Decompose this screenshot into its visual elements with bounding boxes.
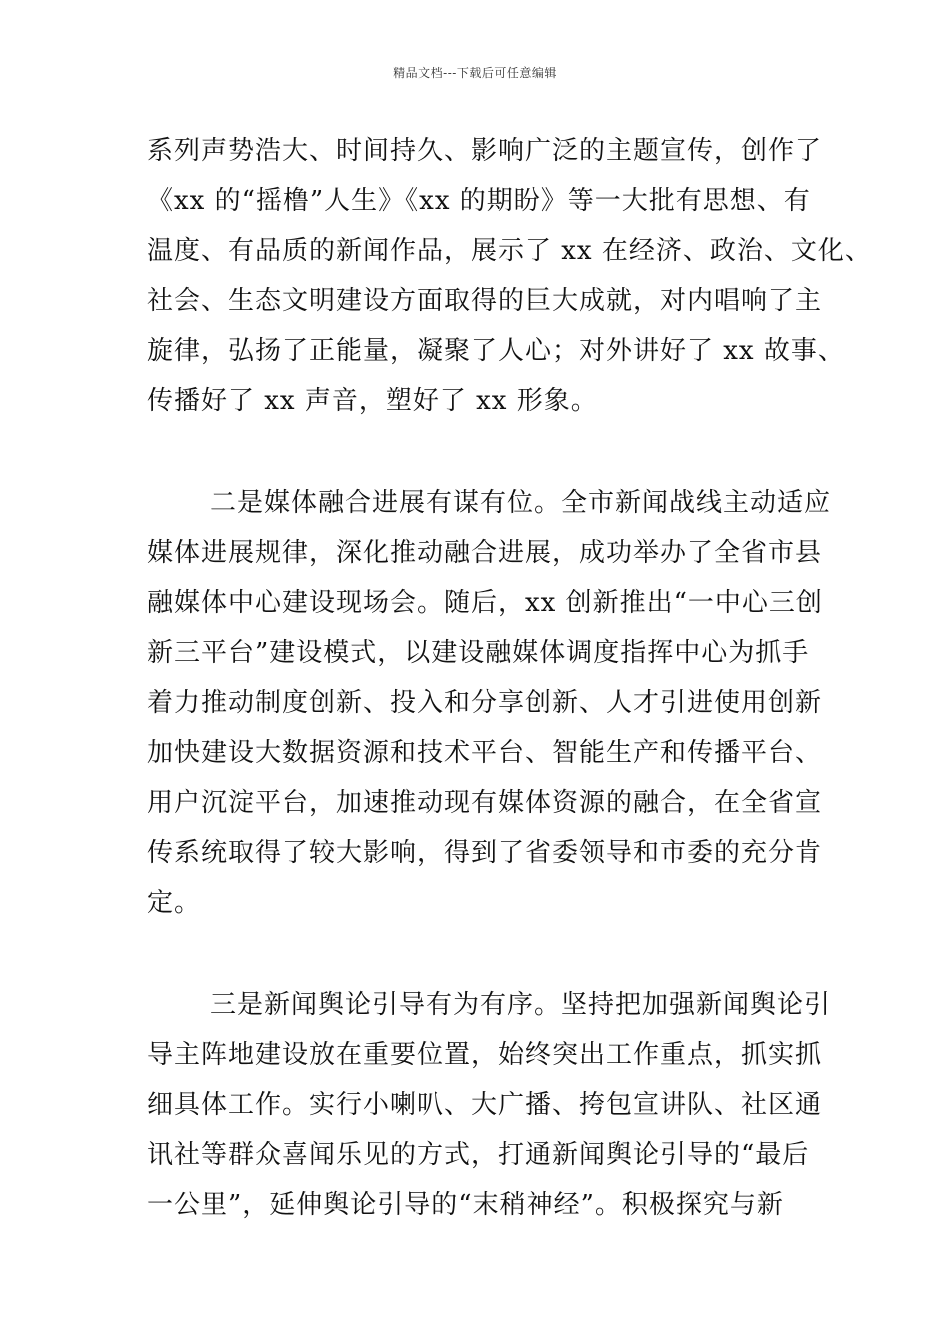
paragraph-2 — [147, 478, 832, 928]
text-line: 一公里”，延伸舆论引导的“末稍神经”。积极探究与新 — [147, 1190, 784, 1220]
text-line: 《xx 的“摇橹”人生》《xx 的期盼》等一大批有思想、有 — [147, 186, 811, 216]
text-line: 融媒体中心建设现场会。随后，xx 创新推出“一中心三创 — [147, 588, 823, 618]
document-body — [147, 126, 872, 1230]
text-line: 细具体工作。实行小喇叭、大广播、挎包宣讲队、社区通 — [147, 1090, 823, 1120]
text-line: 温度、有品质的新闻作品，展示了 xx 在经济、政治、文化、 — [147, 236, 872, 266]
text-line: 媒体进展规律，深化推动融合进展，成功举办了全省市县 — [147, 538, 823, 568]
text-line: 传系统取得了较大影响，得到了省委领导和市委的充分肯 — [147, 838, 823, 868]
paragraph-gap — [147, 426, 827, 478]
text-line: 旋律，弘扬了正能量，凝聚了人心；对外讲好了 xx 故事、 — [147, 336, 845, 366]
text-line: 三是新闻舆论引导有为有序。坚持把加强新闻舆论引 — [210, 990, 832, 1020]
text-line: 定。 — [147, 888, 202, 918]
text-line: 系列声势浩大、时间持久、影响广泛的主题宣传，创作了 — [147, 136, 823, 166]
page-header: 精品文档---下载后可任意编辑 — [393, 66, 557, 80]
text-line: 用户沉淀平台，加速推动现有媒体资源的融合，在全省宣 — [147, 788, 823, 818]
text-line: 导主阵地建设放在重要位置，始终突出工作重点，抓实抓 — [147, 1040, 823, 1070]
text-line: 二是媒体融合进展有谋有位。全市新闻战线主动适应 — [210, 488, 832, 518]
paragraph-gap — [147, 928, 827, 980]
text-line: 社会、生态文明建设方面取得的巨大成就，对内唱响了主 — [147, 286, 823, 316]
text-line: 讯社等群众喜闻乐见的方式，打通新闻舆论引导的“最后 — [147, 1140, 810, 1170]
text-line: 着力推动制度创新、投入和分享创新、人才引进使用创新 — [147, 688, 823, 718]
paragraph-1 — [147, 126, 872, 426]
text-line: 新三平台”建设模式，以建设融媒体调度指挥中心为抓手 — [147, 638, 810, 668]
paragraph-3 — [147, 980, 832, 1230]
text-line: 传播好了 xx 声音，塑好了 xx 形象。 — [147, 386, 598, 416]
text-line: 加快建设大数据资源和技术平台、智能生产和传播平台、 — [147, 738, 823, 768]
